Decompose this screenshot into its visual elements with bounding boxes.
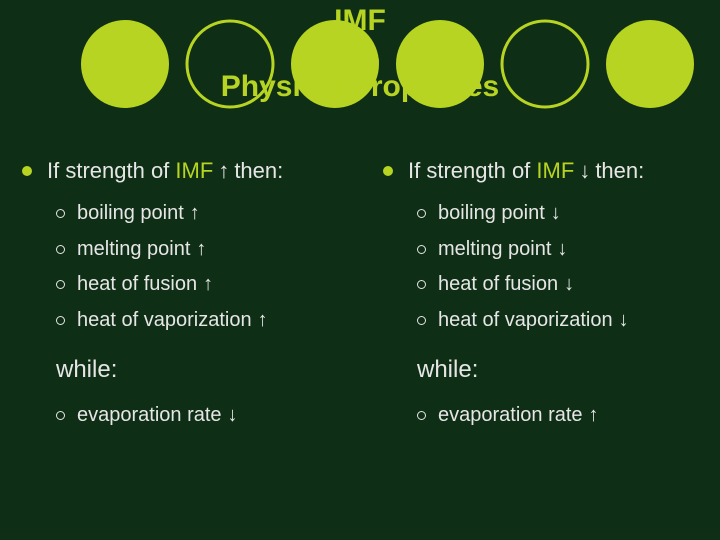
list-item bbox=[56, 196, 372, 232]
ring-bullet-icon bbox=[56, 245, 65, 254]
item-label: boiling point bbox=[77, 202, 184, 225]
while-label: while: bbox=[417, 356, 479, 383]
item-label: evaporation rate bbox=[438, 404, 583, 427]
right-column bbox=[383, 150, 720, 434]
imf-label: IMF bbox=[175, 158, 214, 183]
item-label: boiling point bbox=[438, 202, 545, 225]
list-item bbox=[56, 303, 372, 339]
title-line: vs. bbox=[339, 37, 381, 70]
bullet-dot-icon bbox=[383, 166, 393, 176]
ring-bullet-icon bbox=[417, 316, 426, 325]
item-label: heat of fusion bbox=[438, 273, 559, 296]
list-item bbox=[56, 232, 372, 268]
main-bullet bbox=[383, 150, 720, 192]
down-arrow-icon: ↓ bbox=[579, 158, 591, 183]
list-item bbox=[417, 267, 720, 303]
slide-title bbox=[0, 4, 720, 103]
list-item bbox=[417, 232, 720, 268]
list-item bbox=[56, 267, 372, 303]
imf-label: IMF bbox=[536, 158, 575, 183]
list-item bbox=[417, 196, 720, 232]
down-arrow-icon: ↓ bbox=[564, 273, 575, 296]
item-label: heat of vaporization bbox=[77, 308, 252, 331]
sub-list bbox=[417, 196, 720, 338]
item-label: melting point bbox=[77, 237, 191, 260]
ring-bullet-icon bbox=[56, 411, 65, 420]
ring-bullet-icon bbox=[417, 411, 426, 420]
bullet-dot-icon bbox=[22, 166, 32, 176]
down-arrow-icon: ↓ bbox=[618, 308, 629, 331]
up-arrow-icon: ↑ bbox=[203, 273, 214, 296]
up-arrow-icon: ↑ bbox=[588, 404, 599, 427]
up-arrow-icon: ↑ bbox=[196, 237, 207, 260]
title-line: IMF bbox=[334, 4, 386, 37]
down-arrow-icon: ↓ bbox=[557, 237, 568, 260]
up-arrow-icon: ↑ bbox=[189, 202, 200, 225]
item-label: heat of fusion bbox=[77, 273, 198, 296]
up-arrow-icon: ↑ bbox=[257, 308, 268, 331]
up-arrow-icon: ↑ bbox=[218, 158, 230, 183]
ring-bullet-icon bbox=[56, 280, 65, 289]
sub-list bbox=[56, 398, 372, 434]
sub-list bbox=[417, 398, 720, 434]
title-line: Physical Properties bbox=[220, 70, 500, 103]
list-item bbox=[417, 398, 720, 434]
main-suffix: then: bbox=[234, 158, 284, 183]
ring-bullet-icon bbox=[56, 209, 65, 218]
item-label: melting point bbox=[438, 237, 552, 260]
ring-bullet-icon bbox=[417, 280, 426, 289]
ring-bullet-icon bbox=[417, 245, 426, 254]
item-label: evaporation rate bbox=[77, 404, 222, 427]
list-item bbox=[417, 303, 720, 339]
down-arrow-icon: ↓ bbox=[550, 202, 561, 225]
main-prefix: If strength of bbox=[408, 158, 531, 183]
ring-bullet-icon bbox=[417, 209, 426, 218]
ring-bullet-icon bbox=[56, 316, 65, 325]
list-item bbox=[56, 398, 372, 434]
left-column bbox=[22, 150, 372, 434]
down-arrow-icon: ↓ bbox=[227, 404, 238, 427]
item-label: heat of vaporization bbox=[438, 308, 613, 331]
main-suffix: then: bbox=[595, 158, 645, 183]
sub-list bbox=[56, 196, 372, 338]
while-label: while: bbox=[56, 356, 118, 383]
main-bullet bbox=[22, 150, 372, 192]
main-prefix: If strength of bbox=[47, 158, 170, 183]
